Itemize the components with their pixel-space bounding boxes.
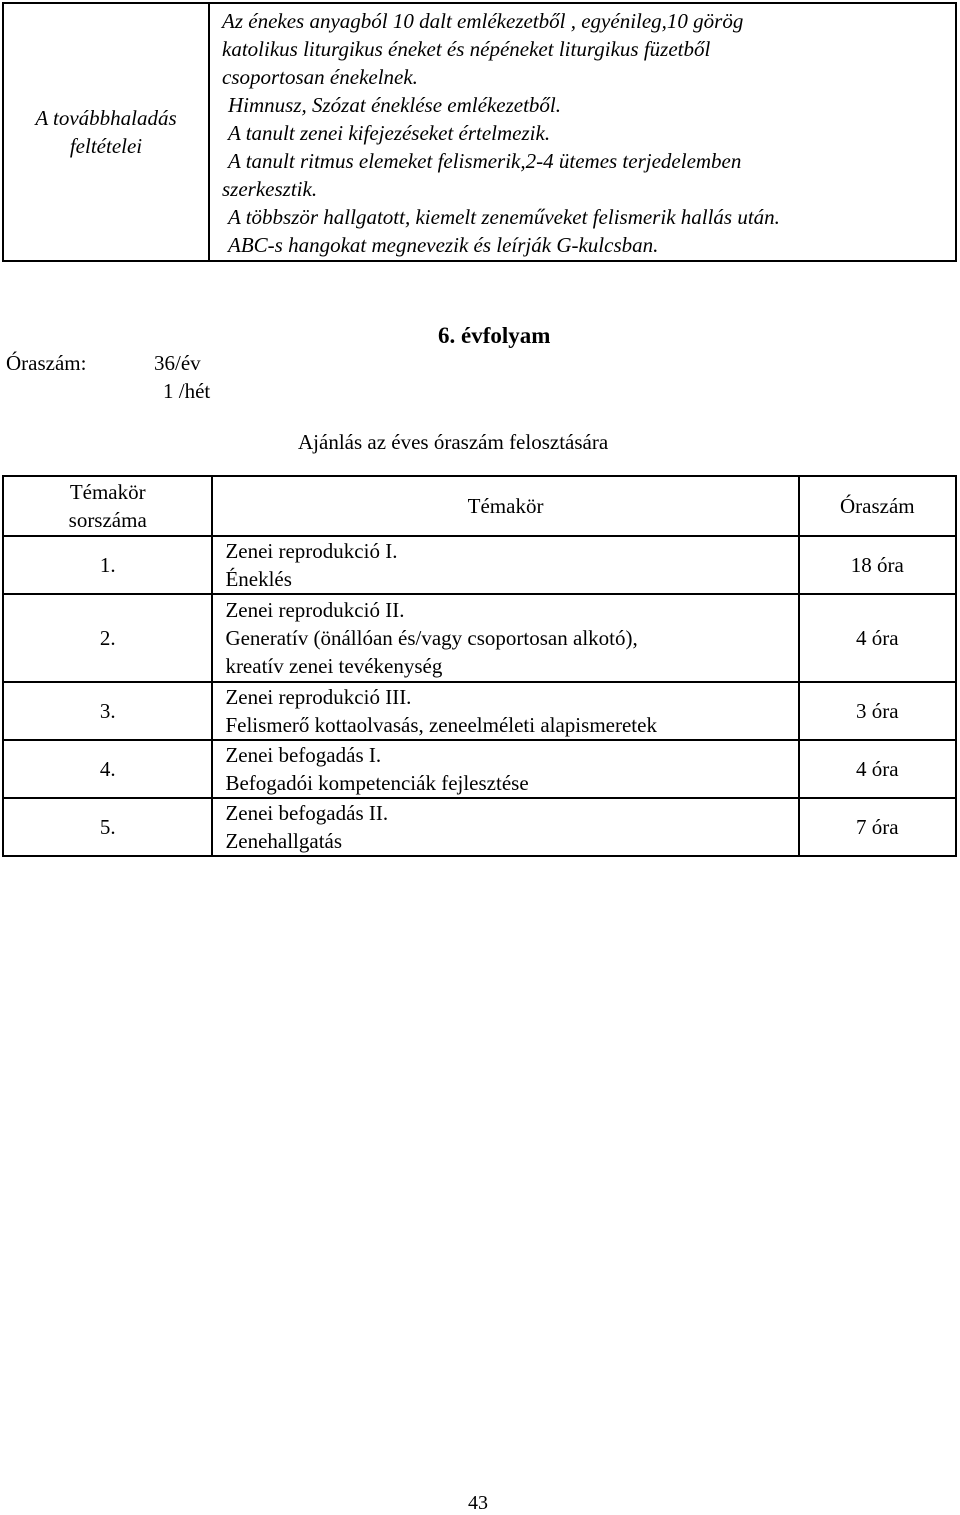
- requirements-label: [3, 3, 209, 261]
- requirement-line: A többször hallgatott, kiemelt zeneműveket felismerik hallás után.: [228, 205, 780, 229]
- header-topic-number: [3, 476, 212, 536]
- table-row: [3, 798, 956, 856]
- topic-line: Zenehallgatás: [225, 829, 343, 853]
- topic-line: Éneklés: [225, 567, 292, 591]
- page-number: 43: [468, 1492, 488, 1514]
- requirements-label-line: A továbbhaladás: [35, 106, 177, 130]
- requirements-text: [209, 3, 956, 261]
- distribution-title: Ajánlás az éves óraszám felosztására: [298, 430, 609, 454]
- row-hours: 7 óra: [799, 798, 956, 856]
- topic-table-header-row: [3, 476, 956, 536]
- row-hours: 4 óra: [799, 740, 956, 798]
- row-hours: 3 óra: [799, 682, 956, 740]
- table-row: [3, 594, 956, 682]
- table-row: [3, 682, 956, 740]
- topic-line: kreatív zenei tevékenység: [225, 654, 443, 678]
- requirement-line: ABC-s hangokat megnevezik és leírják G-kulcsban.: [228, 233, 659, 257]
- header-topic: Témakör: [212, 476, 798, 536]
- topic-line: Zenei befogadás I.: [225, 743, 382, 767]
- requirement-line: katolikus liturgikus éneket és népéneket liturgikus füzetből: [222, 37, 711, 61]
- grade-title: 6. évfolyam: [438, 323, 551, 348]
- row-number: 3.: [3, 682, 212, 740]
- topic-line: Zenei reprodukció II.: [225, 598, 405, 622]
- header-topic-number-line: Témakör: [69, 480, 146, 504]
- header-topic-number-line: sorszáma: [68, 508, 147, 532]
- topic-line: Zenei befogadás II.: [225, 801, 389, 825]
- topic-line: Befogadói kompetenciák fejlesztése: [225, 771, 529, 795]
- row-number: 5.: [3, 798, 212, 856]
- row-topic: [212, 798, 798, 856]
- requirement-line: csoportosan énekelnek.: [222, 65, 418, 89]
- topic-line: Zenei reprodukció III.: [225, 685, 412, 709]
- requirements-table: [2, 2, 957, 262]
- table-row: [3, 740, 956, 798]
- requirement-line: Himnusz, Szózat éneklése emlékezetből.: [228, 93, 561, 117]
- requirement-line: A tanult zenei kifejezéseket értelmezik.: [228, 121, 551, 145]
- row-topic: [212, 536, 798, 594]
- row-number: 4.: [3, 740, 212, 798]
- row-hours: 18 óra: [799, 536, 956, 594]
- hours-label: Óraszám:: [6, 351, 87, 375]
- requirement-line: szerkesztik.: [222, 177, 318, 201]
- topic-line: Generatív (önállóan és/vagy csoportosan alkotó),: [225, 626, 638, 650]
- topic-line: Felismerő kottaolvasás, zeneelméleti alapismeretek: [225, 713, 657, 737]
- header-hours: Óraszám: [799, 476, 956, 536]
- topic-table: [2, 475, 957, 857]
- row-topic: [212, 682, 798, 740]
- row-topic: [212, 740, 798, 798]
- requirement-line: A tanult ritmus elemeket felismerik,2-4 ütemes terjedelemben: [228, 149, 742, 173]
- row-topic: [212, 594, 798, 682]
- requirements-label-line: feltételei: [69, 134, 143, 158]
- row-hours: 4 óra: [799, 594, 956, 682]
- requirement-line: Az énekes anyagból 10 dalt emlékezetből , egyénileg,10 görög: [222, 9, 744, 33]
- table-row: [3, 536, 956, 594]
- topic-line: Zenei reprodukció I.: [225, 539, 398, 563]
- hours-per-year: 36/év: [154, 351, 201, 375]
- row-number: 1.: [3, 536, 212, 594]
- requirements-row: [3, 3, 956, 261]
- row-number: 2.: [3, 594, 212, 682]
- hours-per-week: 1 /hét: [163, 379, 211, 403]
